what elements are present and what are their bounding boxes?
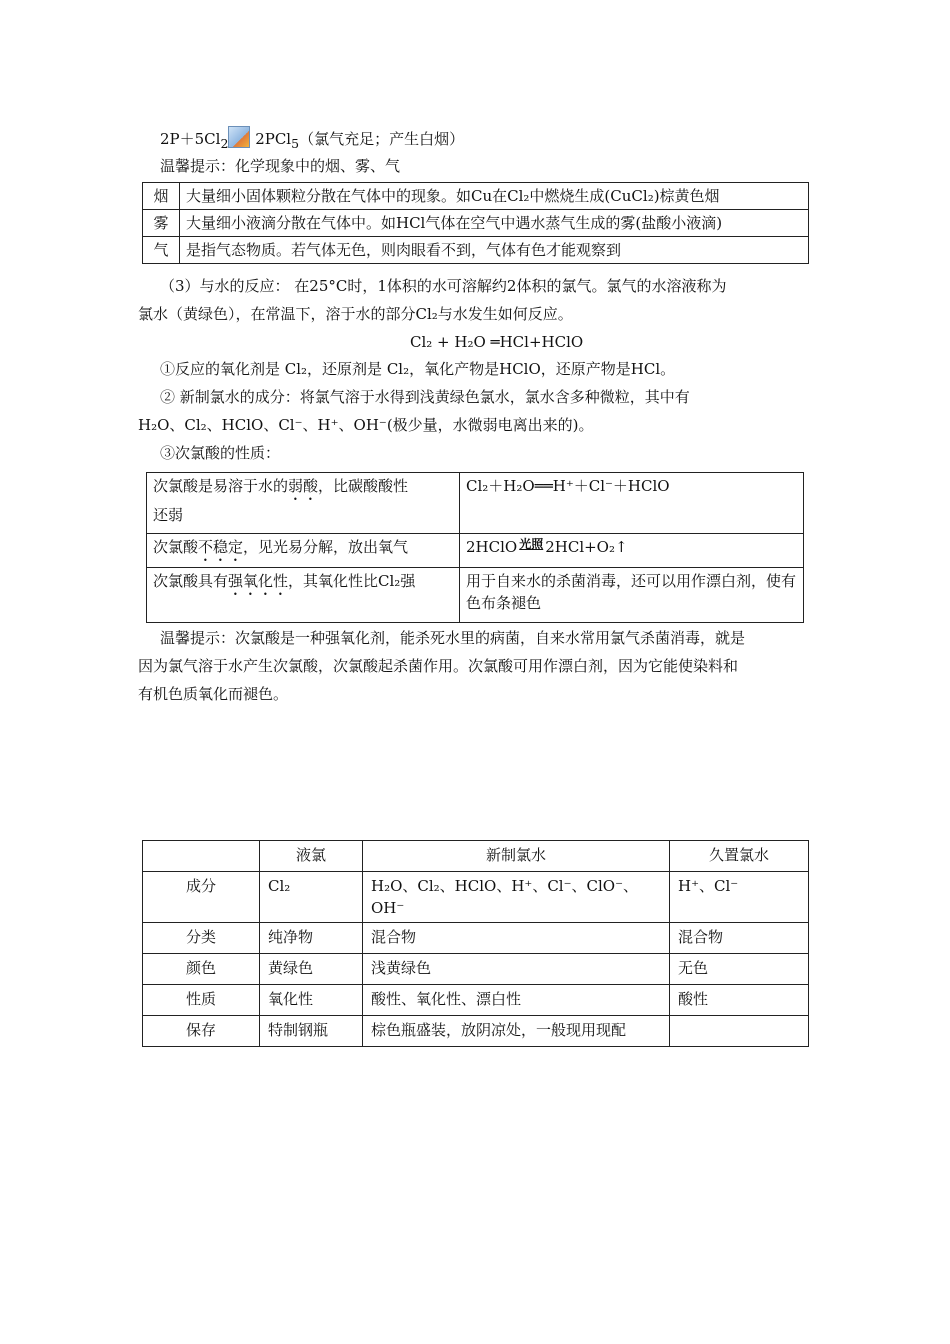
table-row: 性质 氧化性 酸性、氧化性、漂白性 酸性: [143, 985, 809, 1016]
table-row: 次氯酸具有强氧化性，其氧化性比Cl₂强 用于自来水的杀菌消毒，还可以用作漂白剂，使有色布条褪色: [147, 568, 804, 623]
section-3-line1: （3）与水的反应： 在25°C时，1体积的水可溶解约2体积的氯气。氯气的水溶液称为: [160, 277, 727, 295]
table-row: 烟 大量细小固体颗粒分散在气体中的现象。如Cu在Cl₂中燃烧生成(CuCl₂)棕黄色烟: [143, 183, 809, 210]
item-1: ①反应的氧化剂是 Cl₂，还原剂是 Cl₂，氧化产物是HClO，还原产物是HCl。: [160, 360, 676, 378]
chlorine-comparison-table: [142, 840, 809, 1047]
equation-cl2-h2o: Cl₂ + H₂O ═HCl+HClO: [410, 333, 584, 351]
table-row: 保存 特制钢瓶 棕色瓶盛装，放阴凉处，一般现用现配: [143, 1016, 809, 1047]
table-row: 次氯酸是易溶于水的弱酸，比碳酸酸性 还弱 Cl₂＋H₂O══H⁺＋Cl⁻＋HClO: [147, 473, 804, 534]
table-header-row: 液氯 新制氯水 久置氯水: [143, 841, 809, 872]
table-row: 次氯酸不稳定，见光易分解，放出氧气 2HClO $^{光照}$ 2HCl+O₂↑: [147, 534, 804, 568]
tip2-line3: 有机色质氧化而褪色。: [138, 685, 289, 703]
table-row: 颜色 黄绿色 浅黄绿色 无色: [143, 954, 809, 985]
item-2-line2: H₂O、Cl₂、HClO、Cl⁻、H⁺、OH⁻(极少量，水微弱电离出来的)。: [138, 416, 594, 434]
table-row: 分类 纯净物 混合物 混合物: [143, 923, 809, 954]
tip2-line1: 温馨提示：次氯酸是一种强氧化剂，能杀死水里的病菌，自来水常用氯气杀菌消毒，就是: [160, 629, 746, 647]
table-row: 成分 Cl₂ H₂O、Cl₂、HClO、H⁺、Cl⁻、ClO⁻、OH⁻ H⁺、Cl⁻: [143, 872, 809, 923]
item-3: ③次氯酸的性质：: [160, 444, 281, 462]
table-row: 气 是指气态物质。若气体无色，则肉眼看不到，气体有色才能观察到: [143, 237, 809, 264]
equation-2p-5cl2: $2P+5Cl_2$ 2PCl$_5$（氯气充足；产生白烟）: [160, 126, 464, 154]
image-placeholder-icon: [228, 126, 250, 148]
section-3-line2: 氯水（黄绿色），在常温下，溶于水的部分Cl₂与水发生如何反应。: [138, 305, 573, 323]
tip2-line2: 因为氯气溶于水产生次氯酸，次氯酸起杀菌作用。次氯酸可用作漂白剂，因为它能使染料和: [138, 657, 739, 675]
tip-smoke-fog-gas: 温馨提示：化学现象中的烟、雾、气: [160, 157, 401, 175]
hclo-properties-table: [146, 472, 804, 623]
table-row: 雾 大量细小液滴分散在气体中。如HCl气体在空气中遇水蒸气生成的雾(盐酸小液滴): [143, 210, 809, 237]
item-2-line1: ② 新制氯水的成分：将氯气溶于水得到浅黄绿色氯水，氯水含多种微粒，其中有: [160, 388, 690, 406]
smoke-fog-gas-table: [142, 182, 809, 264]
